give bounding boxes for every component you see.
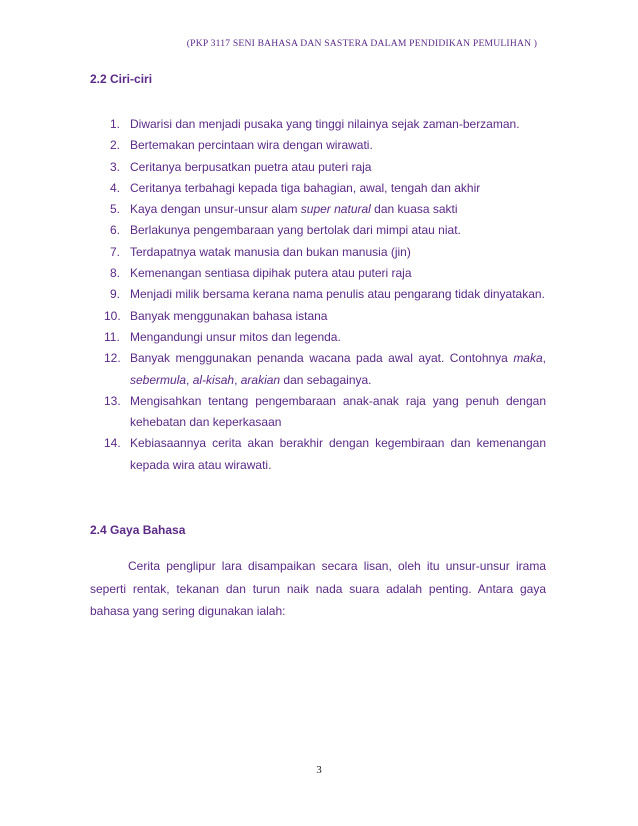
list-item-text-after: dan kuasa sakti — [370, 202, 458, 217]
gaya-bahasa-paragraph: Cerita penglipur lara disampaikan secara lisan, oleh itu unsur-unsur irama seperti rentak, tekanan dan turun naik nada suara adalah penting. Antara gaya bahasa yang sering digunakan ialah: — [90, 559, 546, 618]
list-item-number: 3. — [110, 159, 121, 174]
list-item-text: Kemenangan sentiasa dipihak putera atau puteri raja — [130, 266, 412, 281]
section-heading-ciri-ciri: 2.2 Ciri-ciri — [90, 72, 153, 86]
list-item — [90, 348, 546, 391]
list-item — [90, 199, 546, 220]
ciri-ciri-list — [90, 114, 546, 476]
list-item-number: 10. — [104, 308, 121, 323]
list-item-separator: , — [186, 372, 193, 387]
list-item-text: Terdapatnya watak manusia dan bukan manusia (jin) — [130, 244, 411, 259]
list-item-italic-term: super natural — [300, 202, 371, 217]
list-item-number: 6. — [110, 223, 121, 238]
list-item — [90, 220, 546, 241]
list-item-text: Mengisahkan tentang pengembaraan anak-anak raja yang penuh dengan kehebatan dan keperkasaan — [130, 393, 546, 430]
list-item — [90, 157, 546, 178]
list-item-number: 2. — [110, 138, 121, 153]
list-item — [90, 114, 546, 135]
list-item-number: 14. — [104, 436, 121, 451]
list-item-text: Diwarisi dan menjadi pusaka yang tinggi nilainya sejak zaman-berzaman. — [130, 117, 520, 131]
list-item-text: Ceritanya terbahagi kepada tiga bahagian, awal, tengah dan akhir — [130, 180, 481, 195]
list-item — [90, 135, 546, 156]
list-item — [90, 391, 546, 434]
list-item-text: Ceritanya berpusatkan puetra atau puteri raja — [130, 159, 372, 174]
list-item — [90, 433, 546, 476]
list-item-text: Bertemakan percintaan wira dengan wirawati. — [130, 138, 373, 153]
list-item-italic-term: maka — [513, 351, 543, 366]
list-item-number: 4. — [110, 180, 121, 195]
list-item-italic-term: al-kisah — [192, 372, 235, 387]
list-item-number: 5. — [110, 202, 121, 217]
list-item — [90, 178, 546, 199]
list-item-number: 9. — [110, 287, 121, 302]
list-item-text-before: Kaya dengan unsur-unsur alam — [130, 202, 301, 217]
running-header: (PKP 3117 SENI BAHASA DAN SASTERA DALAM PENDIDIKAN PEMULIHAN ) — [186, 38, 538, 49]
list-item-number: 11. — [104, 329, 120, 344]
list-item — [90, 306, 546, 327]
list-item-text: Mengandungi unsur mitos dan legenda. — [130, 329, 341, 344]
list-item-italic-term: sebermula — [130, 372, 187, 387]
list-item-number: 12. — [104, 351, 121, 366]
list-item-text: Banyak menggunakan bahasa istana — [130, 308, 328, 323]
list-item-italic-term: arakian — [240, 372, 281, 387]
list-item-number: 7. — [110, 244, 121, 259]
list-item-text-after: dan sebagainya. — [280, 372, 372, 387]
list-item-number: 13. — [104, 393, 121, 408]
list-item-text: Berlakunya pengembaraan yang bertolak dari mimpi atau niat. — [130, 223, 461, 238]
list-item-text-before: Banyak menggunakan penanda wacana pada awal ayat. Contohnya — [130, 351, 514, 366]
page-number: 3 — [316, 764, 322, 776]
section-heading-gaya-bahasa: 2.4 Gaya Bahasa — [90, 523, 186, 537]
list-item-text: Kebiasaannya cerita akan berakhir dengan kegembiraan dan kemenangan kepada wira atau wirawati. — [130, 436, 546, 472]
list-item — [90, 327, 546, 348]
list-item — [90, 284, 546, 305]
list-item — [90, 242, 546, 263]
list-item-separator: , — [542, 351, 546, 366]
list-item — [90, 263, 546, 284]
list-item-number: 1. — [110, 117, 121, 131]
list-item-text: Menjadi milik bersama kerana nama penulis atau pengarang tidak dinyatakan. — [130, 287, 545, 302]
list-item-separator: , — [234, 372, 241, 387]
list-item-number: 8. — [110, 266, 121, 281]
